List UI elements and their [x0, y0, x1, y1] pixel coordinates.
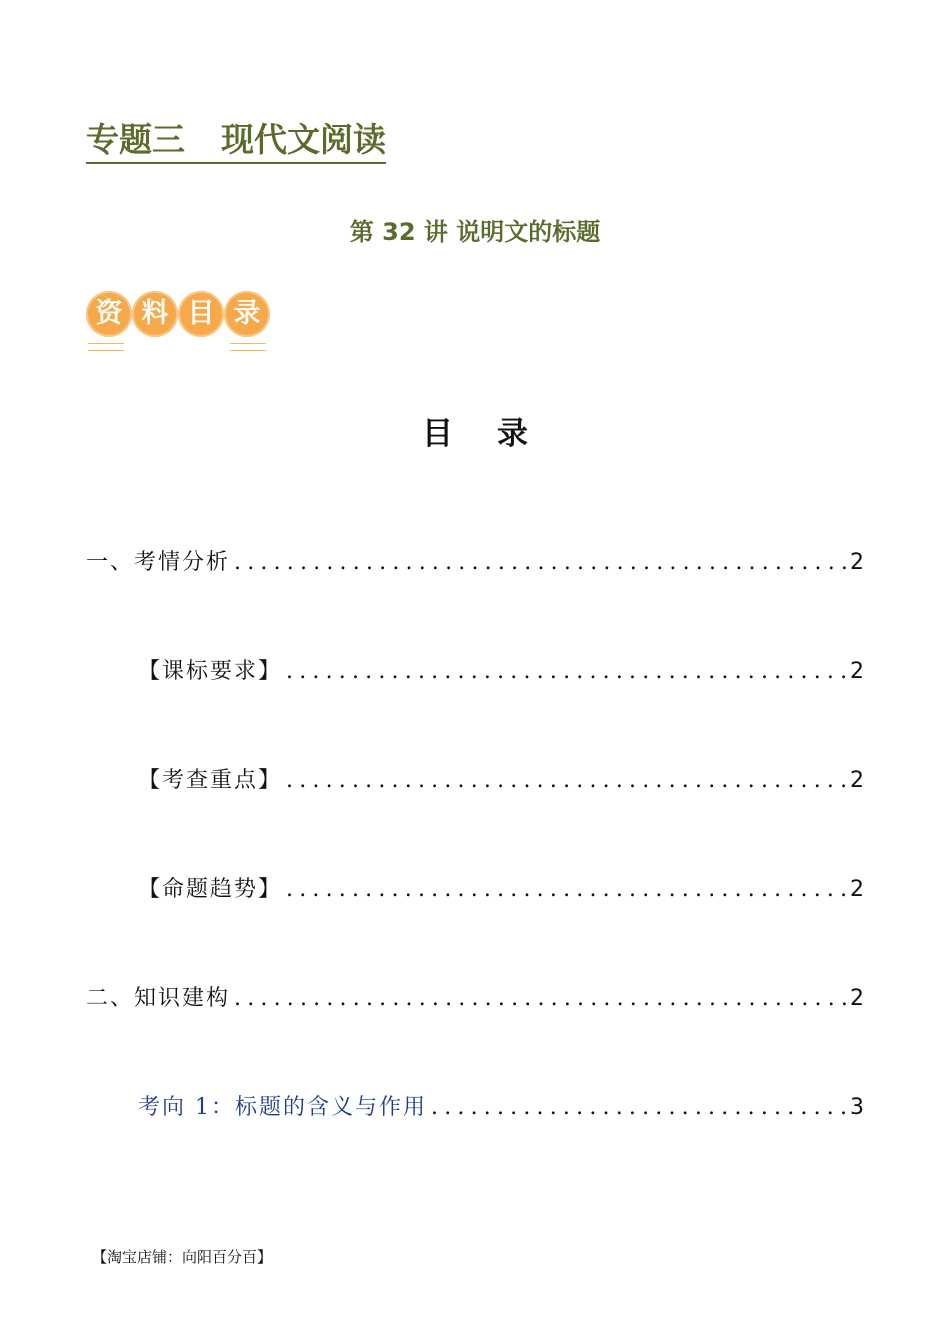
toc-entry-trends[interactable]	[138, 872, 864, 903]
footer-shop-note: 【淘宝店铺：向阳百分百】	[92, 1248, 273, 1266]
toc-entry-knowledge[interactable]	[86, 981, 864, 1012]
badge-char-1: 资	[86, 291, 132, 337]
toc-heading: 目 录	[422, 416, 528, 452]
toc-entry-label: 【课标要求】	[138, 659, 283, 684]
toc-leader	[234, 550, 846, 575]
toc-entry-key-points[interactable]	[138, 763, 864, 794]
toc-leader	[286, 877, 846, 902]
toc-leader	[286, 768, 846, 793]
toc-page-number: 2	[850, 550, 864, 575]
topic-name: 现代文阅读	[221, 120, 386, 159]
toc-page-number: 2	[850, 659, 864, 684]
toc-page-number: 2	[850, 877, 864, 902]
toc-entry-analysis[interactable]	[86, 545, 864, 576]
toc-leader	[234, 986, 846, 1011]
toc-leader	[431, 1095, 846, 1120]
toc-page-number: 2	[850, 768, 864, 793]
toc-page-number: 3	[850, 1095, 864, 1120]
lecture-title: 第 32 讲 说明文的标题	[349, 218, 601, 246]
badge-char-4: 录	[224, 291, 270, 337]
badge-char-2: 料	[132, 291, 178, 337]
toc-entry-direction-1[interactable]	[138, 1090, 864, 1121]
toc-leader	[286, 659, 846, 684]
toc-entry-label: 【命题趋势】	[138, 877, 283, 902]
toc-entry-requirements[interactable]	[138, 654, 864, 685]
badge-underline-left	[88, 343, 124, 351]
toc-page-number: 2	[850, 986, 864, 1011]
topic-number: 专题三	[86, 120, 185, 159]
topic-title	[86, 118, 386, 164]
badge-char-3: 目	[178, 291, 224, 337]
toc-entry-label: 二、知识建构	[86, 986, 231, 1011]
toc-entry-label: 考向 1：标题的含义与作用	[138, 1095, 427, 1120]
toc-entry-label: 【考查重点】	[138, 768, 283, 793]
contents-badge	[86, 291, 276, 353]
badge-underline-right	[230, 343, 266, 351]
toc-entry-label: 一、考情分析	[86, 550, 231, 575]
